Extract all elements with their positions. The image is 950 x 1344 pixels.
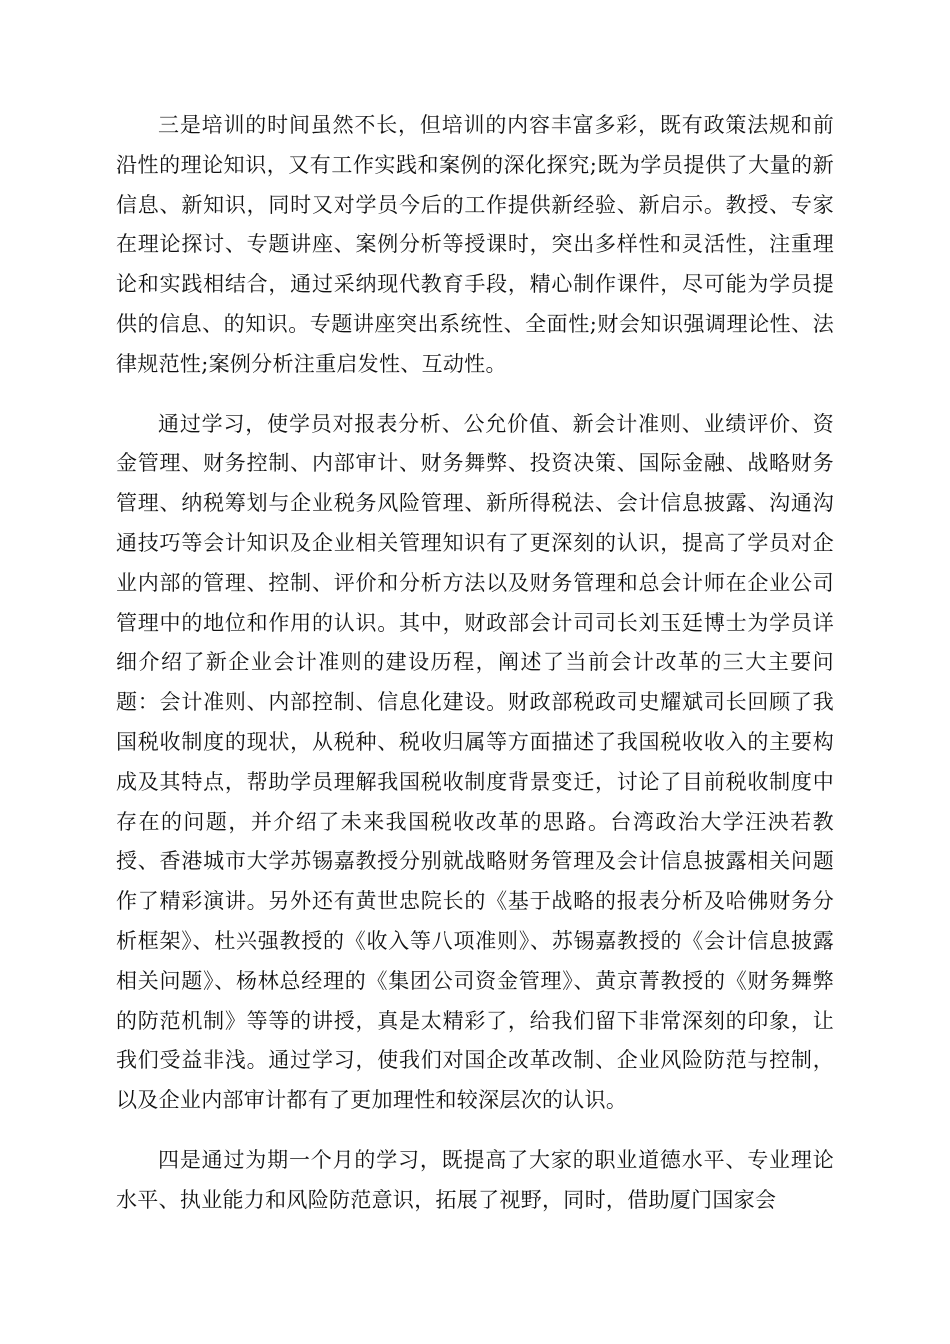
paragraph-training-content: 三是培训的时间虽然不长，但培训的内容丰富多彩，既有政策法规和前沿性的理论知识，又有工作实践和案例的深化探究;既为学员提供了大量的新信息、新知识，同时又对学员今后的工作提供新经验、新启示。教授、专家在理论探讨、专题讲座、案例分析等授课时，突出多样性和灵活性，注重理论和实践相结合，通过采纳现代教育手段，精心制作课件，尽可能为学员提供的信息、的知识。专题讲座突出系统性、全面性;财会知识强调理论性、法律规范性;案例分析注重启发性、互动性。 (116, 113, 834, 376)
document-body (116, 106, 834, 1221)
paragraph-month-of-study: 四是通过为期一个月的学习，既提高了大家的职业道德水平、专业理论水平、执业能力和风险防范意识，拓展了视野，同时，借助厦门国家会 (116, 1147, 834, 1212)
paragraph-learning-outcomes: 通过学习，使学员对报表分析、公允价值、新会计准则、业绩评价、资金管理、财务控制、内部审计、财务舞弊、投资决策、国际金融、战略财务管理、纳税筹划与企业税务风险管理、新所得税法、会计信息披露、沟通沟通技巧等会计知识及企业相关管理知识有了更深刻的认识，提高了学员对企业内部的管理、控制、评价和分析方法以及财务管理和总会计师在企业公司管理中的地位和作用的认识。其中，财政部会计司司长刘玉廷博士为学员详细介绍了新企业会计准则的建设历程，阐述了当前会计改革的三大主要问题：会计准则、内部控制、信息化建设。财政部税政司史耀斌司长回顾了我国税收制度的现状，从税种、税收归属等方面描述了我国税收收入的主要构成及其特点，帮助学员理解我国税收制度背景变迁，讨论了目前税收制度中存在的问题，并介绍了未来我国税收改革的思路。台湾政治大学汪泱若教授、香港城市大学苏锡嘉教授分别就战略财务管理及会计信息披露相关问题作了精彩演讲。另外还有黄世忠院长的《基于战略的报表分析及哈佛财务分析框架》、杜兴强教授的《收入等八项准则》、苏锡嘉教授的《会计信息披露相关问题》、杨林总经理的《集团公司资金管理》、黄京菁教授的《财务舞弊的防范机制》等等的讲授，真是太精彩了，给我们留下非常深刻的印象，让我们受益非浅。通过学习，使我们对国企改革改制、企业风险防范与控制，以及企业内部审计都有了更加理性和较深层次的认识。 (116, 411, 834, 1113)
